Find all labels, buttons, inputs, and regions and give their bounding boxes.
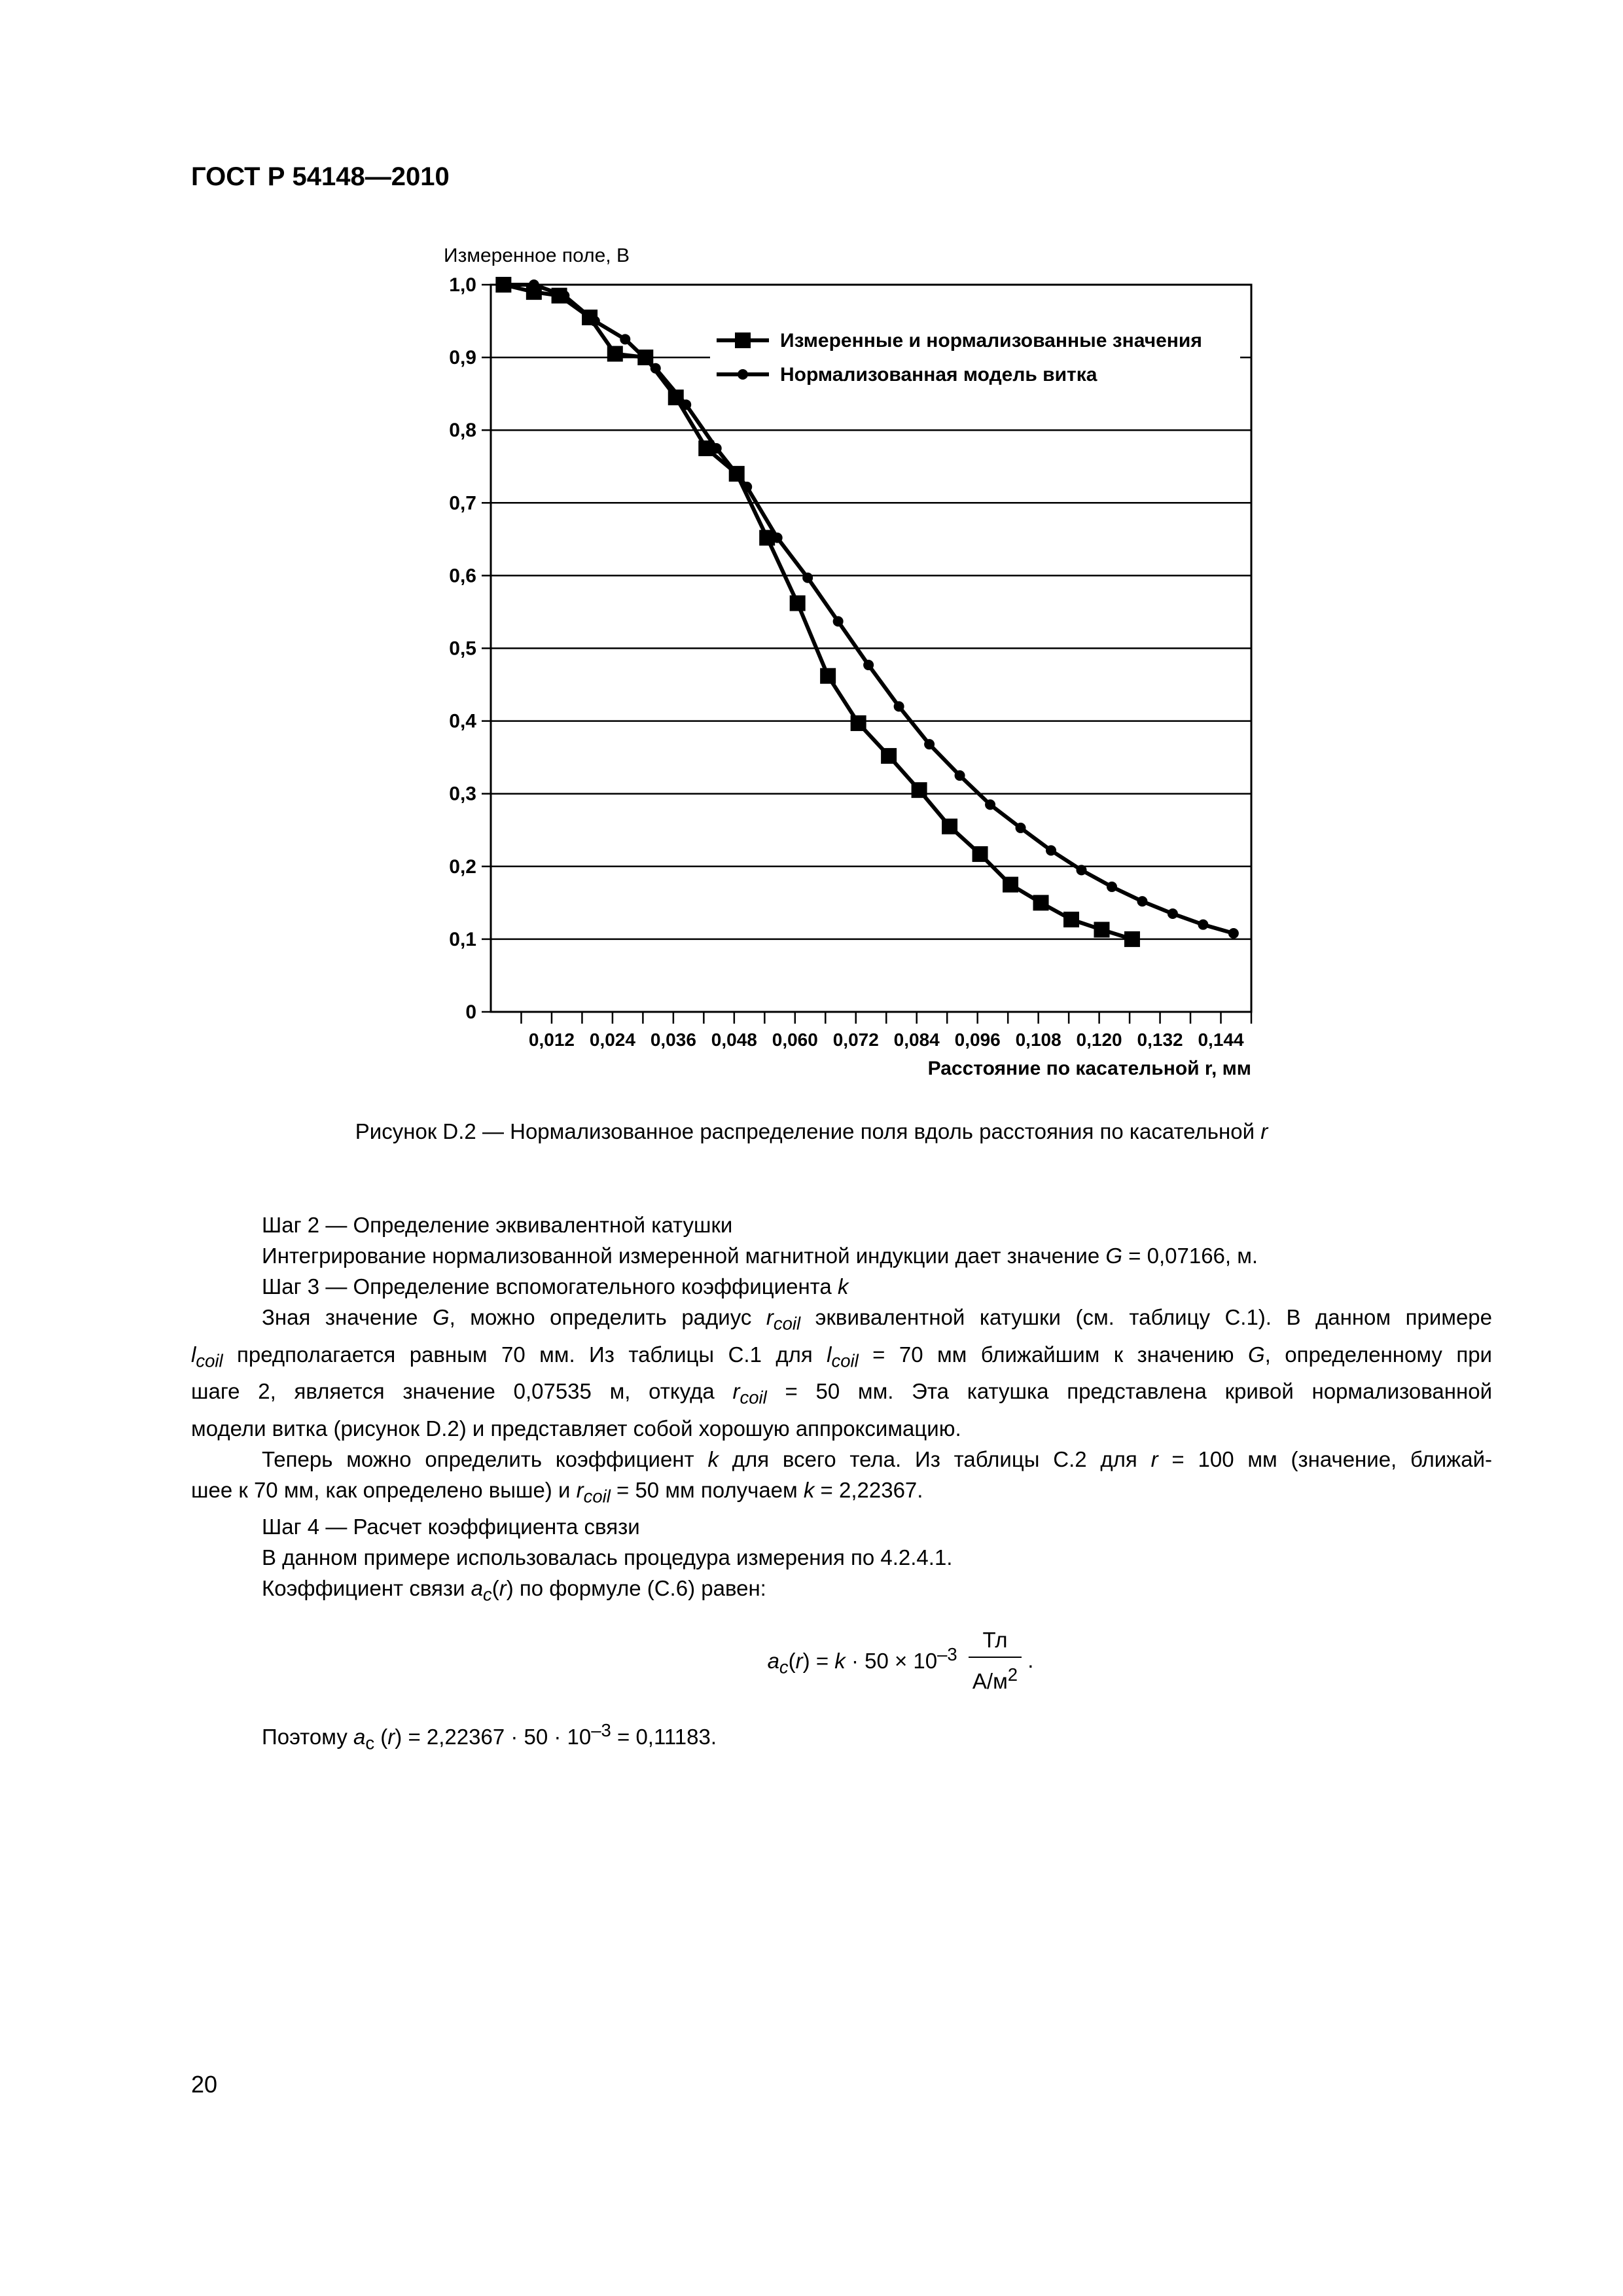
y-axis-label: Измеренное поле, В <box>444 245 630 266</box>
y-tick-label: 0,6 <box>449 565 476 587</box>
y-tick-label: 0,4 <box>449 710 476 732</box>
measured-point <box>851 715 866 731</box>
y-tick-label: 0,8 <box>449 420 476 442</box>
model-point <box>1076 865 1086 875</box>
k-paragraph-line1: Теперь можно определить коэффициент k для всего тела. Из таблицы С.2 для r = 100 мм (значение, ближай- <box>262 1446 1492 1471</box>
measured-point <box>942 819 957 834</box>
measured-point <box>1003 877 1018 893</box>
model-point <box>924 739 935 749</box>
measured-point <box>1094 922 1109 937</box>
y-tick-label: 0,2 <box>449 855 476 878</box>
x-tick-label: 0,072 <box>832 1030 879 1050</box>
y-tick-label: 0,9 <box>449 347 476 369</box>
field-distribution-chart <box>366 236 1283 1086</box>
caption-text: Рисунок D.2 — Нормализованное распределение поля вдоль расстояния по касательной <box>355 1119 1255 1143</box>
model-point <box>1137 896 1147 906</box>
procedure-paragraph: В данном примере использовалась процедура измерения по 4.2.4.1. <box>262 1545 953 1570</box>
measured-point <box>881 748 897 764</box>
result-paragraph: Поэтому $a_c$ $(r) = 2,22367 \cdot 50 \cdot 10^{-3} = 0,11183$. <box>262 1719 717 1753</box>
x-tick-label: 0,132 <box>1137 1030 1183 1050</box>
document-header: ГОСТ Р 54148—2010 <box>191 162 450 191</box>
x-tick-label: 0,084 <box>893 1030 940 1050</box>
model-point <box>955 770 965 781</box>
coupling-intro: Коэффициент связи $a_c(r)$ по формуле (С.6) равен: <box>262 1576 766 1605</box>
model-point <box>1228 928 1239 939</box>
x-tick-label: 0,012 <box>528 1030 575 1050</box>
model-point <box>1198 920 1208 930</box>
step2-heading: Шаг 2 — Определение эквивалентной катушки <box>262 1213 733 1237</box>
model-point <box>1046 845 1056 855</box>
x-tick-label: 0,144 <box>1198 1030 1244 1050</box>
chart-svg <box>366 236 1283 1086</box>
model-point <box>863 660 874 670</box>
model-point <box>802 573 813 583</box>
coil-paragraph-line3: шаге 2, является значение 0,07535 м, откуда $r_{coil} = 50$ мм. Эта катушка представлена кривой нормализованной <box>191 1379 1493 1408</box>
figure-caption <box>0 1119 1623 1144</box>
body-text <box>191 1210 1492 1759</box>
step3-heading: Шаг 3 — Определение вспомогательного коэффициента k <box>262 1274 849 1299</box>
legend-label: Измеренные и нормализованные значения <box>780 330 1202 351</box>
unit-fraction: $\frac{Тл}{А/м^2}$ <box>969 1624 1022 1696</box>
coil-paragraph-line1: Зная значение G, можно определить радиус $r_{coil}$ эквивалентной катушки (см. таблицу С.1). В данном примере <box>262 1305 1492 1334</box>
x-tick-label: 0,060 <box>772 1030 818 1050</box>
legend-square-marker <box>735 332 751 348</box>
measured-point <box>972 846 988 862</box>
x-axis-label: Расстояние по касательной r, мм <box>927 1058 1251 1079</box>
model-point <box>559 291 569 301</box>
coupling-formula: $a_c(r) = k \cdot 50 \times 10^{-3}$ $\frac{Тл}{А/м^2}$ . <box>191 1624 1492 1681</box>
model-point <box>772 533 783 543</box>
k-paragraph-line2: шее к 70 мм, как определено выше) и $r_{coil} = 50$ мм получаем k = 2,22367. <box>191 1477 923 1507</box>
model-point <box>833 616 844 626</box>
model-point <box>590 316 600 327</box>
x-tick-label: 0,108 <box>1015 1030 1061 1050</box>
x-tick-label: 0,036 <box>650 1030 696 1050</box>
measured-point <box>790 596 806 611</box>
measured-point <box>912 782 927 798</box>
y-tick-label: 0 <box>465 1001 476 1023</box>
measured-point <box>607 346 623 362</box>
step4-heading: Шаг 4 — Расчет коэффициента связи <box>262 1515 640 1539</box>
model-point <box>620 334 630 344</box>
y-tick-label: 0,1 <box>449 928 476 950</box>
x-tick-label: 0,024 <box>589 1030 635 1050</box>
page-number: 20 <box>191 2071 218 2098</box>
y-tick-label: 0,7 <box>449 492 476 514</box>
x-tick-label: 0,120 <box>1076 1030 1122 1050</box>
caption-variable: r <box>1260 1119 1268 1143</box>
model-point <box>985 799 995 810</box>
legend-label: Нормализованная модель витка <box>780 364 1097 386</box>
model-point <box>1107 882 1117 892</box>
measured-point <box>1124 931 1140 947</box>
model-point <box>894 701 904 711</box>
model-point <box>711 443 722 454</box>
coil-paragraph-line2: $l_{coil}$ предполагается равным 70 мм. Из таблицы С.1 для $l_{coil} = 70$ мм ближайшим к значению G, определенному при <box>191 1342 1492 1371</box>
model-point <box>651 363 661 374</box>
measured-point <box>1063 912 1079 927</box>
y-tick-label: 0,3 <box>449 783 476 805</box>
measured-point <box>1033 895 1049 910</box>
y-tick-label: 1,0 <box>449 274 476 296</box>
model-point <box>1016 823 1026 833</box>
integration-paragraph: Интегрирование нормализованной измеренной магнитной индукции дает значение G = 0,07166, м. <box>262 1244 1258 1268</box>
measured-point <box>820 668 836 684</box>
y-tick-label: 0,5 <box>449 637 476 660</box>
model-point <box>1168 908 1178 919</box>
model-point <box>741 482 752 492</box>
coil-paragraph-line4: модели витка (рисунок D.2) и представляет собой хорошую аппроксимацию. <box>191 1416 961 1441</box>
x-tick-label: 0,048 <box>711 1030 757 1050</box>
x-tick-label: 0,096 <box>954 1030 1001 1050</box>
legend-dot-marker <box>738 369 748 380</box>
model-point <box>681 399 691 410</box>
